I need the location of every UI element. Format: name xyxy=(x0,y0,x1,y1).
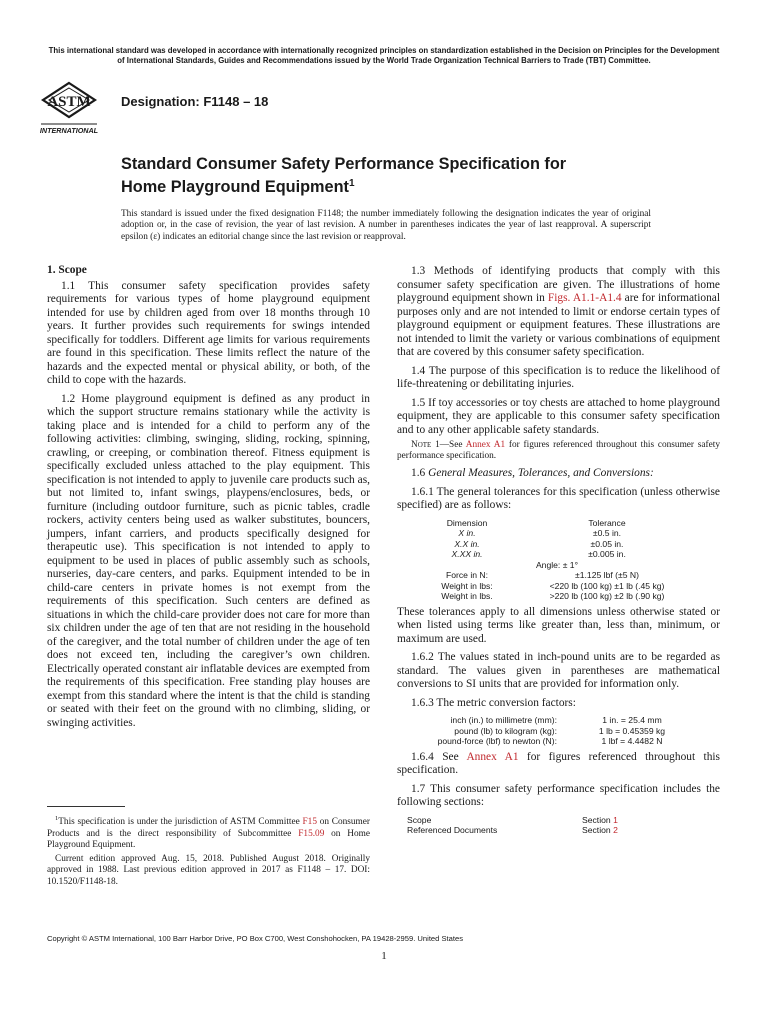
logo-text: ASTM xyxy=(47,94,91,110)
preamble: This standard is issued under the fixed designation F1148; the number immediately following the designation indicates the year of original adoption or, in the case of revision, the year of last revision. A number in parentheses indicates the year of last reapproval. A superscript epsilon (ε) indicates an editorial change since the last revision or reapproval. xyxy=(121,209,651,242)
document-title xyxy=(121,155,661,197)
link-f15-09[interactable]: F15.09 xyxy=(298,828,325,839)
designation: Designation: F1148 – 18 xyxy=(121,94,269,109)
paragraph-1-2: 1.2 Home playground equipment is defined as any product in which the support structure remains stationary while the activity is taking place and is intended for a child to perform any of the following activities: climbing, swinging, sliding, rocking, spinning, crawling, or creeping, or combination thereof. Fitness equipment is specifically excluded unless attached to the play equipment. This specification is not intended to apply to juvenile care products such as, but not limited to, infant swings, playpens/enclosures, beds, or furniture (including outdoor furniture, such as picnic tables, cradle rockers, activity centers being used as walker substitutes, bouncers, jumpers, infant carriers, and products specifically designed for therapeutic use). This specification is not intended to apply to equipment to be used in places of public assembly such as schools, nurseries, day-care centers, and parks. Equipment intended to be in child-care centers in private homes is not exempt from the requirements of this specification. Such centers are defined as situations in which the child-care provider does not care for more than six children under the age of ten that are not residing in the household of the caregiver, and the total number of children under the age of ten does not exceed ten, including the caregiver’s own children. Electrically operated constant air inflatable devices are exempted from the requirements of this specification. Free standing play houses are exempt from this standard where the intent is that the child is standing or seated with their feet on the ground with no climbing, sliding, or swinging activities. xyxy=(47,392,370,729)
footnotes xyxy=(47,813,370,890)
astm-logo xyxy=(38,80,100,138)
paragraph-1-1: 1.1 This consumer safety specification provides safety requirements for various types of home playground equipment intended for use by children aged from over 18 months through 10 years. It further provides such requirements for swings intended specifically for toddlers. Different age limits for various requirements are found in this specification. These limits reflect the nature of the hazards and the expected mental or physical ability, or both, of the child to cope with the hazards. xyxy=(47,279,370,386)
link-section-2[interactable]: 2 xyxy=(613,825,618,835)
table-row: pound (lb) to kilogram (kg): 1 lb = 0.45359 kg xyxy=(454,725,666,736)
title-line-2: Home Playground Equipment xyxy=(121,178,349,196)
logo-subtext: INTERNATIONAL xyxy=(39,126,99,135)
footnote-2: Current edition approved Aug. 15, 2018. Published August 2018. Originally approved in 1988. Last previous edition approved in 2017 as F1148 – 17. DOI: 10.1520/F1148-18. xyxy=(47,853,370,887)
table-row: X.X in. ±0.05 in. xyxy=(454,538,624,549)
table-row: Force in N: ±1.125 lbf (±5 N) xyxy=(445,570,639,580)
table-row: Weight in lbs: <220 lb (100 kg) ±1 lb (.45 kg) xyxy=(441,580,665,591)
link-section-1[interactable]: 1 xyxy=(613,814,618,825)
table-row: pound-force (lbf) to newton (N): 1 lbf = 4.4482 N xyxy=(437,736,663,746)
paragraph-tolerances: These tolerances apply to all dimensions unless otherwise stated or when listed using terms like greater than, less than, minimum, or maximum are used. xyxy=(397,605,720,645)
link-f15[interactable]: F15 xyxy=(302,817,317,828)
link-annex-a1-note[interactable]: Annex A1 xyxy=(465,440,506,450)
paragraph-1-5: 1.5 If toy accessories or toy chests are attached to home playground equipment, they are applicable to this consumer safety specification and to any other applicable safety standards. xyxy=(397,396,720,436)
copyright: Copyright © ASTM International, 100 Barr Harbor Drive, PO Box C700, West Conshohocken, PA 19428-2959. United States xyxy=(47,934,464,943)
wto-notice: This international standard was developed in accordance with internationally recognized principles on standardization established in the Decision on Principles for the Development of International Standards, Guides and Recommendations issued by the World Trade Organization Technical Barriers to Trade (TBT) Committee. xyxy=(48,46,720,65)
conversion-table xyxy=(407,715,707,747)
paragraph-1-6-4: 1.6.4 See Annex A1 for figures referenced throughout this specification. xyxy=(397,750,720,776)
paragraph-1-7: 1.7 This consumer safety performance specification includes the following sections: xyxy=(397,782,720,808)
tolerance-table xyxy=(417,518,697,602)
note-1: Note 1—See Annex A1 for figures referenced throughout this consumer safety performance specification. xyxy=(397,440,720,461)
link-figs-a1[interactable]: Figs. A1.1-A1.4 xyxy=(547,292,622,304)
footnote-1: $^1$This specification is under the jurisdiction of ASTM Committee F15 on Consumer Products and is the direct responsibility of Subcommittee F15.09 on Home Playground Equipment. xyxy=(47,815,370,851)
table-row: Weight in lbs. >220 lb (100 kg) ±2 lb (.90 kg) xyxy=(441,591,665,601)
footnote-rule xyxy=(47,806,125,807)
page-number: 1 xyxy=(381,950,387,962)
paragraph-1-6-1: 1.6.1 The general tolerances for this specification (unless otherwise specified) are as follows: xyxy=(397,485,720,511)
table-row: inch (in.) to millimetre (mm): 1 in. = 25.4 mm xyxy=(450,715,662,725)
title-footnote-ref[interactable]: 1 xyxy=(348,178,355,189)
sections-table xyxy=(407,815,618,836)
paragraph-1-6-3: 1.6.3 The metric conversion factors: xyxy=(411,696,576,709)
link-annex-a1[interactable]: Annex A1 xyxy=(466,750,519,763)
table-row: Referenced Documents Section 2 xyxy=(407,825,618,835)
paragraph-1-6-2: 1.6.2 The values stated in inch-pound units are to be regarded as standard. The values given in parentheses are mathematical conversions to SI units that are provided for information only. xyxy=(397,651,720,690)
paragraph-1-3: 1.3 Methods of identifying products that comply with this consumer safety specification are given. The illustrations of home playground equipment shown in Figs. A1.1-A1.4 are for informational purposes only and are not intended to limit or endorse certain types of playground equipment or equipment features. These illustrations are not intended to limit the variety or various combinations of equipment that are covered by this consumer safety specification. xyxy=(397,265,720,358)
paragraph-1-4: 1.4 The purpose of this specification is to reduce the likelihood of life-threatening or debilitating injuries. xyxy=(397,364,720,390)
paragraph-1-6: 1.6 General Measures, Tolerances, and Conversions: xyxy=(411,467,654,479)
table-row: X in. ±0.5 in. xyxy=(458,528,622,538)
right-column xyxy=(397,265,720,840)
tolerance-header-dimension: Dimension xyxy=(446,517,488,528)
title-line-1: Standard Consumer Safety Performance Specification for xyxy=(121,155,567,173)
tolerance-header-tolerance: Tolerance xyxy=(588,517,626,528)
table-row: Scope Section 1 xyxy=(407,814,618,825)
table-row: X.XX in. ±0.005 in. xyxy=(451,549,626,559)
left-column xyxy=(47,264,370,735)
table-row-angle: Angle: ± 1° xyxy=(535,559,579,570)
section-heading-scope: 1. Scope xyxy=(47,264,87,276)
